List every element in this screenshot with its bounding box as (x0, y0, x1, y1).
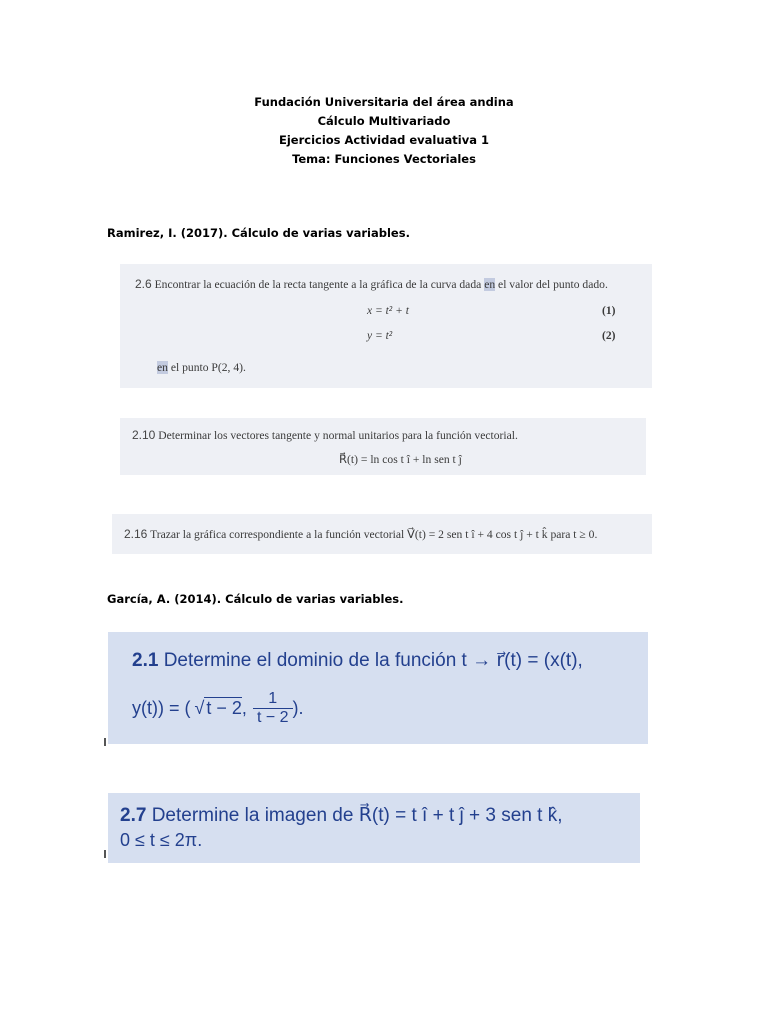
vector-function-equation: V⃗(t) = 2 sen t î + 4 cos t ĵ + t k̂ (406, 528, 548, 541)
exercise-2-7-card (108, 793, 640, 863)
exercise-2-1-line1 (132, 649, 583, 672)
exercise-2-1-card (108, 632, 648, 744)
fraction (253, 690, 293, 727)
statement-text-a: Encontrar la ecuación de la recta tangente a la gráfica de la curva dada (154, 278, 482, 291)
exercise-2-10-card (120, 418, 646, 475)
exercise-number: 2.16 (124, 527, 148, 541)
vector-function-equation: R⃗(t) = ln cos t î + ln sen t ĵ (339, 453, 462, 466)
exercise-2-16-statement (124, 527, 597, 541)
exercise-number: 2.10 (132, 428, 156, 442)
y-component: y(t)) = ( (132, 697, 191, 718)
sqrt-expression: t − 2 (206, 698, 242, 718)
margin-mark (104, 738, 106, 746)
highlighted-word: en (484, 278, 496, 291)
point-statement (157, 361, 246, 374)
course-title: Cálculo Multivariado (317, 114, 451, 128)
equation-1-tag: (1) (602, 305, 616, 317)
exercise-2-16-card (112, 514, 652, 554)
statement-text: Trazar la gráfica correspondiente a la función vectorial (150, 528, 405, 541)
statement-text-b: el valor del punto dado. (498, 278, 608, 291)
exercise-2-10-statement (132, 428, 518, 442)
exercise-number: 2.6 (135, 277, 152, 291)
reference-ramirez: Ramirez, I. (2017). Cálculo de varias variables. (107, 226, 410, 240)
condition-text: para t ≥ 0. (550, 528, 598, 541)
closing-paren: ). (292, 697, 304, 718)
institution-title: Fundación Universitaria del área andina (254, 95, 514, 109)
equation-2-tag: (2) (602, 330, 616, 342)
margin-mark (104, 850, 106, 858)
fraction-numerator: 1 (253, 690, 293, 709)
exercise-number: 2.1 (132, 650, 159, 671)
activity-title: Ejercicios Actividad evaluativa 1 (278, 133, 489, 147)
highlighted-word: en (157, 361, 168, 374)
equation-1: x = t² + t (367, 305, 409, 317)
topic-title: Tema: Funciones Vectoriales (292, 152, 476, 166)
document-header (0, 93, 768, 169)
exercise-2-7-line2: 0 ≤ t ≤ 2π. (120, 830, 203, 850)
reference-garcia: García, A. (2014). Cálculo de varias variables. (107, 592, 404, 606)
equation-2: y = t² (367, 330, 393, 342)
fraction-denominator: t − 2 (256, 708, 289, 726)
exercise-2-1-line2: y(t)) = ( √ t − 2 , $\frac{1}{t - 2}$ ). (132, 689, 304, 726)
exercise-2-6-card (120, 264, 652, 388)
statement-text: Determine la imagen de R⃗(t) = t î + t ĵ + 3 sen t k̂, (151, 805, 563, 826)
exercise-2-7-line1 (120, 804, 563, 827)
statement-text: Determinar los vectores tangente y normal unitarios para la función vectorial. (158, 429, 518, 442)
separator-comma: , (241, 697, 247, 718)
exercise-number: 2.7 (120, 805, 147, 826)
point-text: el punto P(2, 4). (170, 361, 246, 374)
statement-text: Determine el dominio de la función t → r⃗(t) = (x(t), (163, 650, 583, 671)
exercise-2-6-statement (135, 277, 608, 291)
